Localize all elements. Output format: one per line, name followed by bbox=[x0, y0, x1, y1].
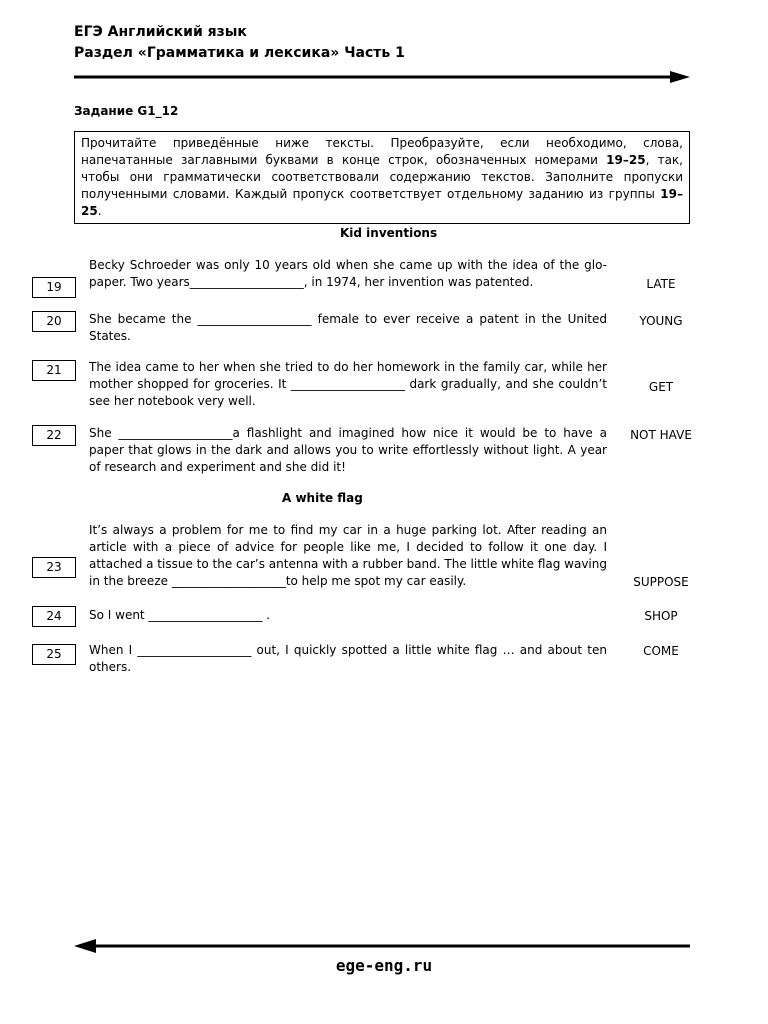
footer-site: ege-eng.ru bbox=[335, 956, 433, 975]
item-19-after: , in 1974, her invention was patented. bbox=[303, 275, 534, 289]
item-22-gap: ___________________ bbox=[118, 426, 233, 440]
header-subject: ЕГЭ Английский язык bbox=[74, 24, 247, 40]
item-text-20 bbox=[89, 311, 607, 345]
section-title-white-flag: A white flag bbox=[282, 491, 363, 505]
item-23-gap: ___________________ bbox=[171, 574, 286, 588]
item-number-20: 20 bbox=[32, 311, 76, 332]
item-19-gap: ___________________ bbox=[189, 275, 304, 289]
instruction-text-1: Прочитайте приведённые ниже тексты. Преобразуйте, если необходимо, слова, напечатанные заглавными буквами в конце строк, обозначенных номерами bbox=[81, 136, 683, 167]
item-24-gap: ___________________ bbox=[148, 608, 263, 622]
item-21-after: dark gradually, and she couldn’t see her notebook very well. bbox=[89, 377, 607, 408]
item-number-21: 21 bbox=[32, 360, 76, 381]
instruction-range-2: 19–25 bbox=[81, 187, 683, 218]
task-title: Задание G1_12 bbox=[74, 104, 179, 118]
item-25-before: When I bbox=[89, 643, 138, 657]
item-word-22: NOT HAVE bbox=[630, 428, 692, 442]
item-number-25: 25 bbox=[32, 644, 76, 665]
item-23-before: It’s always a problem for me to find my car in a huge parking lot. After reading an article with a piece of advice for people like me, I decided to follow it one day. I attached a tissue to the car’s antenna with a rubber band. The little white flag waving in the breeze bbox=[89, 523, 607, 588]
instruction-text-2: , так, чтобы они грамматически соответствовали содержанию текстов. Заполните пропуски полученными словами. Каждый пропуск соответствует отдельному заданию из группы bbox=[81, 153, 683, 201]
item-22-after: a flashlight and imagined how nice it would be to have a paper that glows in the dark and allows you to write effortlessly without light. A year of research and experiment and she did it! bbox=[89, 426, 607, 474]
header-section: Раздел «Грамматика и лексика» Часть 1 bbox=[74, 45, 405, 61]
bottom-arrow-divider bbox=[74, 939, 690, 953]
item-25-gap: ___________________ bbox=[137, 643, 252, 657]
item-number-22: 22 bbox=[32, 425, 76, 446]
item-24-after: . bbox=[262, 608, 271, 622]
header bbox=[74, 22, 405, 64]
item-word-19: LATE bbox=[646, 277, 676, 291]
instruction-box bbox=[74, 131, 690, 224]
section-title-kid-inventions: Kid inventions bbox=[340, 226, 438, 240]
item-word-23: SUPPOSE bbox=[633, 575, 689, 589]
item-20-after: female to ever receive a patent in the United States. bbox=[89, 312, 607, 343]
item-21-gap: ___________________ bbox=[290, 377, 405, 391]
item-word-25: COME bbox=[643, 644, 679, 658]
item-number-23: 23 bbox=[32, 557, 76, 578]
item-20-gap: ___________________ bbox=[197, 312, 312, 326]
item-22-before: She bbox=[89, 426, 119, 440]
item-text-24 bbox=[89, 607, 607, 624]
item-text-22 bbox=[89, 425, 607, 476]
item-25-after: out, I quickly spotted a little white flag … and about ten others. bbox=[89, 643, 607, 674]
item-text-23 bbox=[89, 522, 607, 590]
item-word-20: YOUNG bbox=[639, 314, 683, 328]
item-word-21: GET bbox=[648, 380, 674, 394]
item-text-19 bbox=[89, 257, 607, 291]
item-24-before: So I went bbox=[89, 608, 149, 622]
item-20-before: She became the bbox=[89, 312, 198, 326]
item-text-25 bbox=[89, 642, 607, 676]
item-word-24: SHOP bbox=[644, 609, 678, 623]
item-number-19: 19 bbox=[32, 277, 76, 298]
item-number-24: 24 bbox=[32, 606, 76, 627]
item-19-before: Becky Schroeder was only 10 years old when she came up with the idea of the glo-paper. Two years bbox=[89, 258, 607, 289]
instruction-text-3: . bbox=[97, 204, 102, 218]
item-text-21 bbox=[89, 359, 607, 410]
instruction-range-1: 19–25 bbox=[606, 153, 646, 167]
top-arrow-divider bbox=[74, 71, 690, 83]
item-23-after: to help me spot my car easily. bbox=[285, 574, 467, 588]
item-21-before: The idea came to her when she tried to do her homework in the family car, while her mother shopped for groceries. It bbox=[89, 360, 607, 391]
